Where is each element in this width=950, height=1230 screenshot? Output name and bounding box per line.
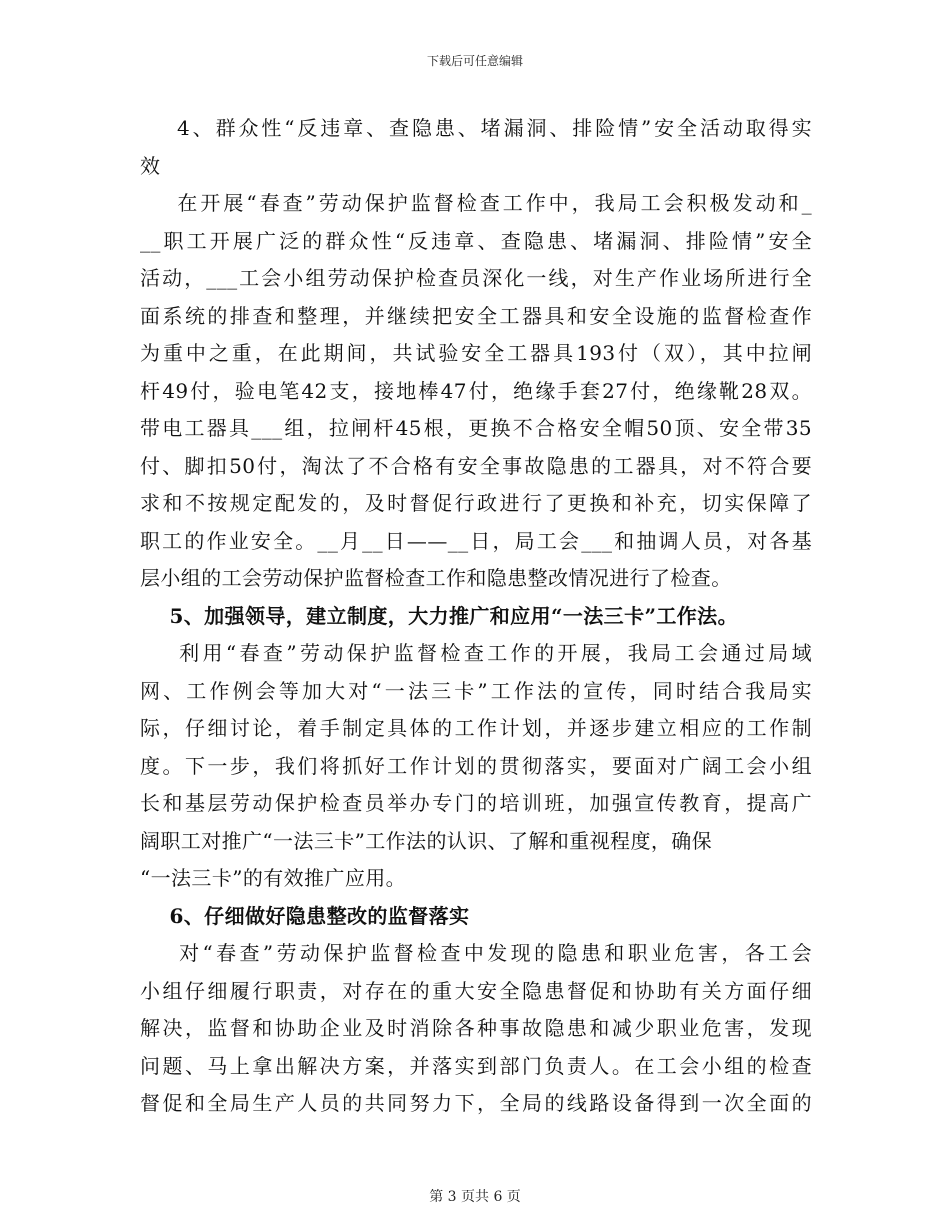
- document-body: [140, 110, 812, 1123]
- body-text-line: 在开展“春查”劳动保护监督检查工作中，我局工会积极发动和_: [140, 191, 812, 215]
- body-text-line: 对“春查”劳动保护监督检查中发现的隐患和职业危害，各工会: [140, 941, 812, 965]
- body-text-line: 面系统的排查和整理，并继续把安全工器具和安全设施的监督检查作: [140, 303, 812, 328]
- body-text-line: 网、工作例会等加大对“一法三卡”工作法的宣传，同时结合我局实: [140, 678, 812, 703]
- section-heading: 6、仔细做好隐患整改的监督落实: [140, 903, 470, 928]
- body-text-line: 督促和全局生产人员的共同努力下，全局的线路设备得到一次全面的: [140, 1091, 812, 1115]
- body-text-line: 效: [140, 153, 161, 178]
- body-text-line: __职工开展广泛的群众性“反违章、查隐患、堵漏洞、排险情”安全: [140, 228, 812, 253]
- body-text-line: 阔职工对推广“一法三卡”工作法的认识、了解和重视程度，确保: [140, 828, 713, 853]
- body-text-line: 度。下一步，我们将抓好工作计划的贯彻落实，要面对广阔工会小组: [140, 753, 812, 778]
- page-number: 第 3 页共 6 页: [429, 1189, 521, 1205]
- section-heading: 5、加强领导，建立制度，大力推广和应用“一法三卡”工作法。: [140, 603, 738, 628]
- body-text-line: 解决，监督和协助企业及时消除各种事故隐患和减少职业危害，发现: [140, 1016, 812, 1040]
- body-text-line: 带电工器具___组，拉闸杆45根，更换不合格安全帽50顶、安全带35: [140, 416, 812, 440]
- body-text-line: 问题、马上拿出解决方案，并落实到部门负责人。在工会小组的检查: [140, 1053, 812, 1078]
- body-text-line: 长和基层劳动保护检查员举办专门的培训班，加强宣传教育，提高广: [140, 791, 812, 815]
- page-header: 下载后可任意编辑: [426, 54, 523, 68]
- body-text-line: 层小组的工会劳动保护监督检查工作和隐患整改情况进行了检查。: [140, 566, 732, 590]
- body-text-line: 小组仔细履行职责，对存在的重大安全隐患督促和协助有关方面仔细: [140, 978, 812, 1003]
- body-text-line: 杆49付，验电笔42支，接地棒47付，绝缘手套27付，绝缘靴28双。: [140, 378, 812, 403]
- body-text-line: 4、群众性“反违章、查隐患、堵漏洞、排险情”安全活动取得实: [140, 116, 812, 140]
- body-text-line: 求和不按规定配发的，及时督促行政进行了更换和补充，切实保障了: [140, 491, 812, 515]
- body-text-line: 职工的作业安全。__月__日——__日，局工会___和抽调人员，对各基: [140, 528, 812, 553]
- body-text-line: 际，仔细讨论，着手制定具体的工作计划，并逐步建立相应的工作制: [140, 716, 812, 740]
- body-text-line: 为重中之重，在此期间，共试验安全工器具193付（双），其中拉闸: [140, 341, 812, 365]
- body-text-line: 活动，___工会小组劳动保护检查员深化一线，对生产作业场所进行全: [140, 266, 812, 290]
- body-text-line: 利用“春查”劳动保护监督检查工作的开展，我局工会通过局域: [140, 641, 812, 665]
- body-text-line: 付、脚扣50付，淘汰了不合格有安全事故隐患的工器具，对不符合要: [140, 453, 812, 478]
- body-text-line: “一法三卡”的有效推广应用。: [140, 866, 407, 890]
